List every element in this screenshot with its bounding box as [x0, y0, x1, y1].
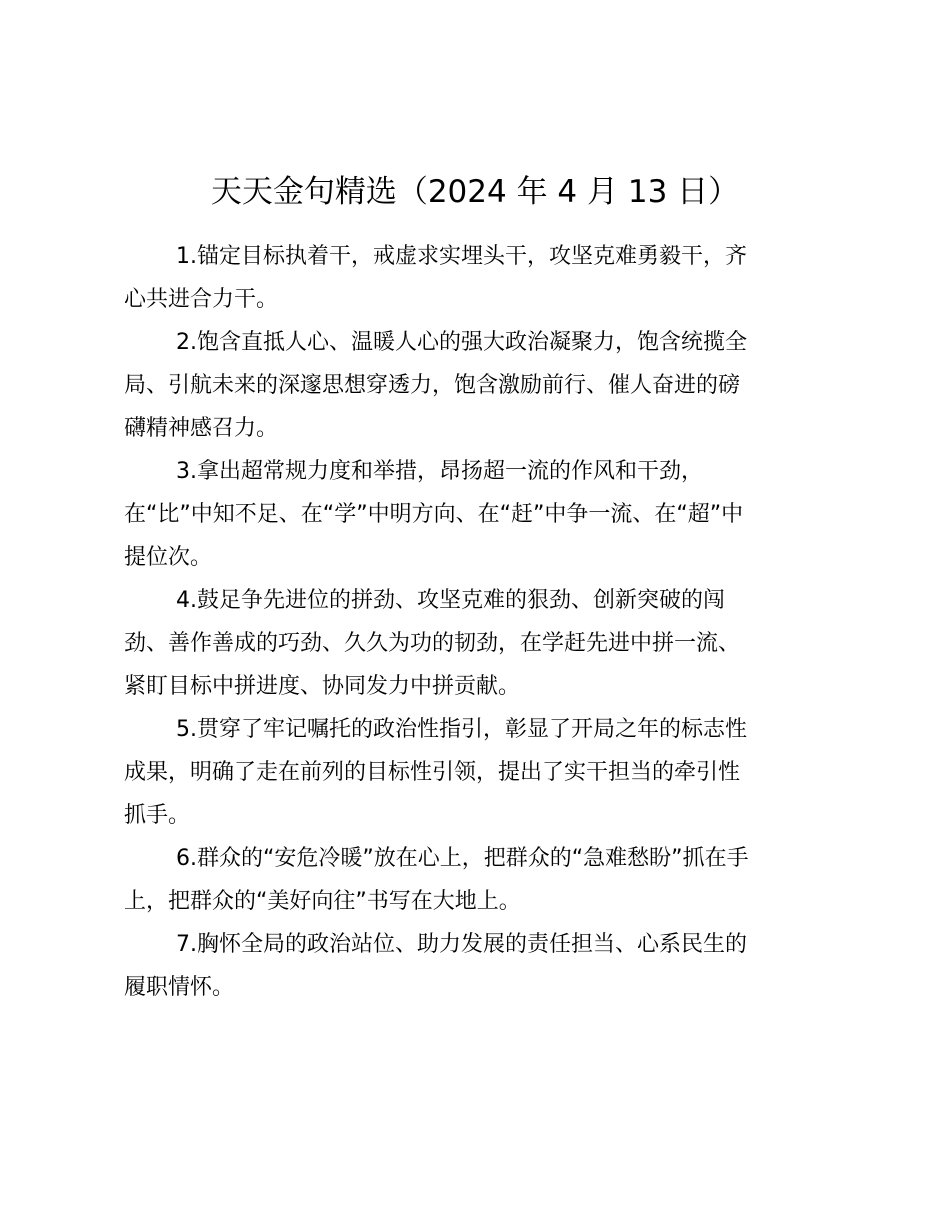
paragraph-line: 上，把群众的“美好向往”书写在大地上。 — [124, 889, 521, 914]
paragraph-line: 5.贯穿了牢记嘱托的政治性指引，彰显了开局之年的标志性 — [176, 717, 747, 742]
paragraph-line: 礴精神感召力。 — [124, 416, 279, 441]
paragraph-line: 提位次。 — [124, 545, 213, 570]
paragraph-5 — [124, 708, 824, 837]
paragraph-line: 2.饱含直抵人心、温暖人心的强大政治凝聚力，饱含统揽全 — [176, 330, 747, 355]
paragraph-line: 6.群众的“安危冷暖”放在心上，把群众的“急难愁盼”抓在手 — [176, 846, 749, 871]
paragraph-line: 7.胸怀全局的政治站位、助力发展的责任担当、心系民生的 — [176, 932, 747, 957]
paragraph-line: 紧盯目标中拼进度、协同发力中拼贡献。 — [124, 674, 521, 699]
paragraph-line: 局、引航未来的深邃思想穿透力，饱含激励前行、催人奋进的磅 — [124, 373, 741, 398]
paragraph-line: 心共进合力干。 — [124, 287, 279, 312]
paragraph-3 — [124, 450, 824, 579]
paragraph-4 — [124, 579, 824, 708]
paragraph-line: 1.锚定目标执着干，戒虚求实埋头干，攻坚克难勇毅干，齐 — [176, 244, 747, 269]
paragraph-line: 4.鼓足争先进位的拼劲、攻坚克难的狠劲、创新突破的闯 — [176, 588, 725, 613]
paragraph-line: 履职情怀。 — [124, 975, 235, 1000]
document-body — [124, 235, 824, 1009]
paragraph-line: 在“比”中知不足、在“学”中明方向、在“赶”中争一流、在“超”中 — [124, 502, 744, 527]
paragraph-line: 成果，明确了走在前列的目标性引领，提出了实干担当的牵引性 — [124, 760, 741, 785]
paragraph-line: 劲、善作善成的巧劲、久久为功的韧劲，在学赶先进中拼一流、 — [124, 631, 741, 656]
paragraph-line: 抓手。 — [124, 803, 191, 828]
paragraph-line: 3.拿出超常规力度和举措，昂扬超一流的作风和干劲， — [176, 459, 703, 484]
paragraph-7 — [124, 923, 824, 1009]
paragraph-6 — [124, 837, 824, 923]
document-title: 天天金句精选（2024 年 4 月 13 日） — [210, 174, 740, 210]
paragraph-2 — [124, 321, 824, 450]
paragraph-1 — [124, 235, 824, 321]
